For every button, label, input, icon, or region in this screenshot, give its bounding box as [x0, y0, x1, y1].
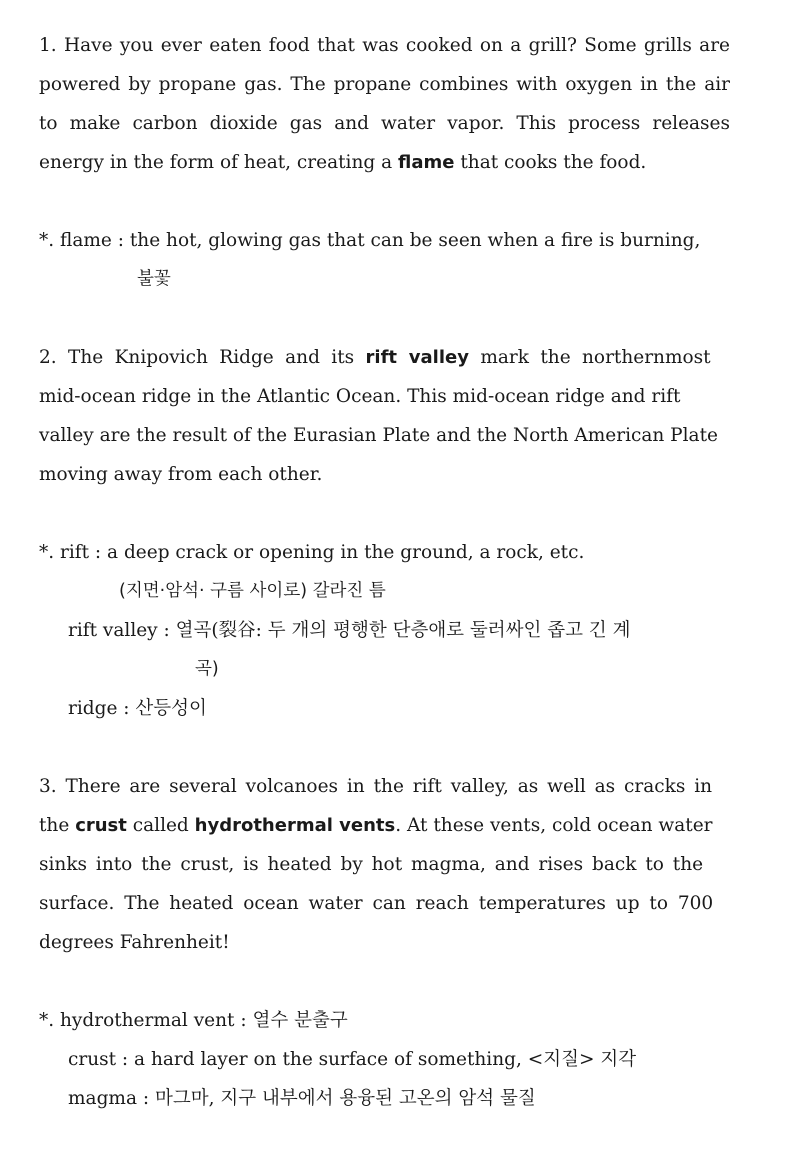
- term-flame: flame: [398, 152, 455, 173]
- text-run: 2. The Knipovich Ridge and its: [39, 347, 366, 368]
- glossary-rift-valley-cont: 곡): [195, 659, 219, 679]
- text-run: that cooks the food.: [454, 152, 647, 173]
- paragraph-2-line: valley are the result of the Eurasian Plate and the North American Plate: [39, 425, 718, 446]
- text-run: the: [39, 815, 76, 836]
- paragraph-3-line: 3. There are several volcanoes in the rift valley, as well as cracks in: [39, 776, 713, 797]
- text-line: powered by propane gas. The propane combines with oxygen in the air: [39, 74, 730, 95]
- paragraph-1-line: [39, 104, 730, 143]
- paragraph-1-line: [39, 65, 730, 104]
- term-crust: crust: [75, 815, 127, 836]
- paragraph-1-line: [39, 26, 730, 65]
- paragraph-2-line: [39, 338, 730, 377]
- glossary-crust: crust : a hard layer on the surface of something, <지질> 지각: [68, 1049, 637, 1070]
- text-run: rift valley : 열곡(裂谷: 두 개의 평행한 단층애로 둘러싸인 좁고 긴 계: [68, 620, 631, 641]
- paragraph-3-line: surface. The heated ocean water can reach temperatures up to 700: [39, 893, 714, 914]
- text-run: called: [126, 815, 195, 836]
- glossary-3: [39, 1001, 730, 1118]
- paragraph-1: [39, 26, 730, 182]
- paragraph-1-line: [39, 143, 730, 182]
- glossary-rift-korean: (지면·암석· 구름 사이로) 갈라진 틈: [119, 581, 386, 601]
- glossary-1: [39, 221, 730, 299]
- glossary-rift: *. rift : a deep crack or opening in the ground, a rock, etc.: [39, 542, 585, 563]
- text-line: to make carbon dioxide gas and water vapor. This process releases: [39, 113, 730, 134]
- document-page: [39, 26, 730, 1118]
- term-rift-valley: rift valley: [365, 347, 469, 368]
- glossary-flame: *. flame : the hot, glowing gas that can be seen when a fire is burning,: [39, 230, 701, 251]
- paragraph-3: [39, 767, 730, 962]
- glossary-ridge: ridge : 산등성이: [68, 698, 207, 719]
- glossary-rift-valley: [39, 611, 730, 650]
- glossary-2: [39, 533, 730, 728]
- paragraph-3-line: sinks into the crust, is heated by hot magma, and rises back to the: [39, 854, 704, 875]
- paragraph-3-line: degrees Fahrenheit!: [39, 932, 230, 953]
- text-line: 1. Have you ever eaten food that was cooked on a grill? Some grills are: [39, 35, 730, 56]
- paragraph-2-line: moving away from each other.: [39, 464, 323, 485]
- paragraph-2-line: mid-ocean ridge in the Atlantic Ocean. This mid-ocean ridge and rift: [39, 386, 681, 407]
- term-hydrothermal-vents: hydrothermal vents: [194, 815, 396, 836]
- glossary-hydrothermal-vent: *. hydrothermal vent : 열수 분출구: [39, 1010, 348, 1031]
- text-run: energy in the form of heat, creating a: [39, 152, 399, 173]
- paragraph-3-line: [39, 806, 730, 845]
- paragraph-2: [39, 338, 730, 494]
- glossary-magma: magma : 마그마, 지구 내부에서 용융된 고온의 암석 물질: [68, 1088, 536, 1109]
- text-run: . At these vents, cold ocean water: [395, 815, 713, 836]
- text-run: mark the northernmost: [468, 347, 711, 368]
- glossary-flame-korean: 불꽃: [137, 269, 171, 289]
